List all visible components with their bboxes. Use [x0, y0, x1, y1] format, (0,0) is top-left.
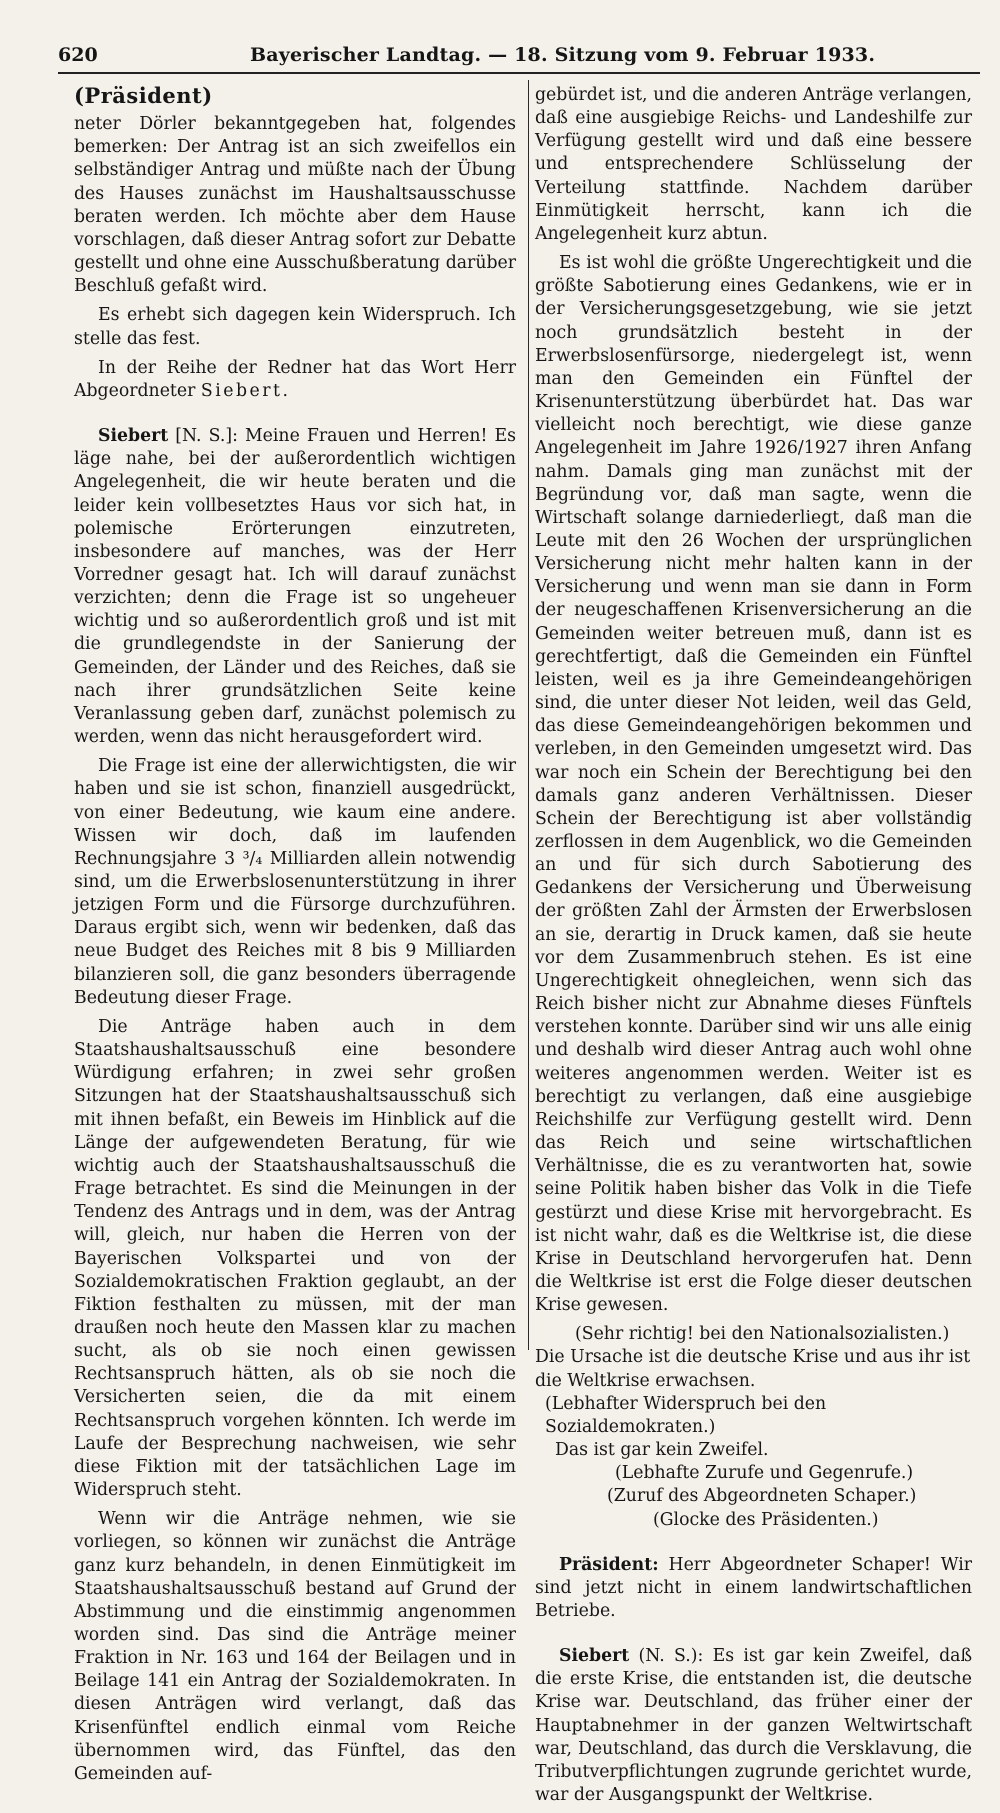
speech-text: Meine Frauen und Herren! Es läge nahe, bei der außerordentlich wichtigen Angelegenheit, die wir heute beraten und die leider kein vollbesetztes Haus vor sich hat, in polemische Erörterungen einzutreten, insbesondere auf manches, was der Herr Vorredner gesagt hat. Ich will darauf zunächst verzichten; denn die Frage ist so ungeheuer wichtig und so außerordentlich groß und ist mit die grundlegendste in der Sanierung der Gemeinden, der Länder und des Reiches, daß sie nach ihrer grundsätzlichen Seite keine Veranlassung geben darf, zunächst polemisch zu werden, wenn das nicht herausgefordert wird. — [74, 426, 517, 748]
interjection: (Sehr richtig! bei den Nationalsozialisten.) — [575, 1324, 950, 1345]
paragraph: neter Dörler bekanntgegeben hat, folgendes bemerken: Der Antrag ist an sich zweifellos ein selbständiger Antrag und müßte nach der Übung des Hauses zunächst im Haushaltsausschusse beraten werden. Ich möchte aber dem Hause vorschlagen, daß dieser Antrag sofort zur Debatte gestellt und ohne eine Ausschußberatung darüber Beschluß gefaßt wird. — [74, 114, 516, 297]
speech-paragraph — [535, 1554, 972, 1623]
right-column — [535, 84, 972, 1813]
speaker-party: (N. S.): — [638, 1646, 704, 1667]
speech-paragraph — [535, 1645, 972, 1807]
speech-line: Das ist gar kein Zweifel. — [555, 1440, 769, 1461]
paragraph: Es ist wohl die größte Ungerechtigkeit und die größte Sabotierung eines Gedankens, wie er in der Versicherungsgesetzgebung, wie sie jetzt noch grundsätzlich besteht in der Erwerbslosenfürsorge, niedergelegt ist, wenn man den Gemeinden ein Fünftel der Krisenunterstützung überbürdet hat. Das war vielleicht noch berechtigt, wie diese ganze Angelegenheit im Jahre 1926/1927 ihren Anfang nahm. Damals ging man zunächst mit der Begründung vor, daß man sagte, wenn die Wirtschaft solange darniederliegt, daß man die Leute mit den 26 Wochen der ursprünglichen Versicherung nicht mehr halten kann in der Versicherung und wenn man sie dann in Form der neugeschaffenen Krisenversicherung an die Gemeinden weiter betreuen muß, dann ist es gerechtfertigt, daß die Gemeinden ein Fünftel leisten, weil es ja ihre Gemeindeangehörigen sind, die unter dieser Not leiden, weil das Geld, das diese Gemeindeangehörigen bekommen und verleben, in den Gemeinden umgesetzt wird. Das war noch ein Schein der Berechtigung bei den damals ganz anderen Verhältnissen. Dieser Schein der Berechtigung ist aber vollständig zerflossen in dem Augenblick, wo die Gemeinden an und für sich durch Sabotierung des Gedankens der Versicherung und Überweisung der größten Zahl der Ärmsten der Erwerbslosen an sie, derartig in Druck kamen, daß sie heute vor dem Zusammenbruch stehen. Es ist eine Ungerechtigkeit ohnegleichen, wenn sich das Reich bisher nicht zur Abnahme dieses Fünftels verstehen konnte. Darüber sind wir uns alle einig und deshalb wird dieser Antrag auch wohl ohne weiteres angenommen werden. Weiter ist es berechtigt zu verlangen, daß eine ausgiebige Reichshilfe zur Verfügung gestellt wird. Denn das Reich und seine wirtschaftlichen Verhältnisse, die es zu verantworten hat, sowie seine Politik haben bisher das Volk in die Tiefe gestürzt und diese Krise mit hervorgebracht. Es ist nicht wahr, daß es die Weltkrise ist, die diese Krise in Deutschland hervorgerufen hat. Denn die Weltkrise ist erst die Folge dieser deutschen Krise gewesen. — [535, 253, 972, 1316]
page-header — [58, 42, 980, 74]
paragraph: Es erhebt sich dagegen kein Widerspruch. Ich stelle das fest. — [74, 305, 516, 349]
interjection: (Glocke des Präsidenten.) — [653, 1509, 879, 1530]
left-column — [74, 84, 516, 1792]
speech-text: Herr Abgeordneter Schaper! Wir sind jetzt nicht in einem landwirtschaftlichen Betriebe. — [535, 1554, 972, 1621]
column-divider — [528, 80, 529, 1350]
interjection: (Zuruf des Abgeordneten Schaper.) — [607, 1486, 917, 1507]
paragraph: Wenn wir die Anträge nehmen, wie sie vorliegen, so können wir zunächst die Anträge ganz kurz behandeln, in denen Einmütigkeit im Staatshaushaltsausschuß bestand auf Grund der Abstimmung und die einstimmig angenommen worden sind. Das sind die Anträge meiner Fraktion in Nr. 163 und 164 der Beilagen und in Beilage 141 ein Antrag der Sozialdemokraten. In diesen Anträgen wird verlangt, daß das Krisenfünftel endlich einmal vom Reiche übernommen wird, das Fünftel, das den Gemeinden auf- — [74, 1509, 516, 1784]
paragraph: Die Anträge haben auch in dem Staatshaushaltsausschuß eine besondere Würdigung erfahren; in zwei sehr großen Sitzungen hat der Staatshaushaltsausschuß sich mit ihnen befaßt, ein Beweis im Hinblick auf die Länge der aufgewendeten Beratung, für wie wichtig auch der Staatshaushaltsausschuß die Frage betrachtet. Es sind die Meinungen in der Tendenz des Antrags und in dem, was der Antrag will, gleich, nur haben die Herren von der Bayerischen Volkspartei und von der Sozialdemokratischen Fraktion geglaubt, an der Fiktion festhalten zu müssen, mit der man draußen noch heute den Massen klar zu machen sucht, als ob sie noch einen gewissen Rechtsanspruch hätten, als ob sie noch die Versicherten seien, die da mit einem Rechtsanspruch vorgehen könnten. Ich werde im Laufe der Besprechung nachweisen, wie sehr diese Fiktion mit der tatsächlichen Lage im Widerspruch steht. — [74, 1016, 516, 1501]
section-heading: (Präsident) — [74, 83, 213, 108]
speaker-name: Siebert. — [200, 380, 291, 401]
page-number: 620 — [58, 44, 98, 66]
interjection: (Lebhafte Zurufe und Gegenrufe.) — [615, 1463, 914, 1484]
speech-text: Es ist gar kein Zweifel, daß die erste Krise, die entstanden ist, die deutsche Krise war. Deutschland, das früher einer der Hauptabnehmer in der ganzen Weltwirtschaft war, Deutschland, das durch die Versklavung, die Tributverpflichtungen zugrunde gerichtet wurde, war der Ausgangspunkt der Weltkrise. — [535, 1646, 972, 1806]
speaker-name: Siebert — [559, 1646, 630, 1667]
running-title: Bayerischer Landtag. — 18. Sitzung vom 9. Februar 1933. — [250, 44, 876, 66]
paragraph: Die Frage ist eine der allerwichtigsten, die wir haben und sie ist schon, finanziell ausgedrückt, von einer Bedeutung, wie kaum eine andere. Wissen wir doch, daß im laufenden Rechnungsjahre 3 ³/₄ Milliarden allein notwendig sind, um die Erwerbslosenunterstützung in ihrer jetzigen Form und die Fürsorge durchzuführen. Daraus ergibt sich, wenn wir bedenken, daß das neue Budget des Reiches mit 8 bis 9 Milliarden bilanzieren soll, die ganz besonders überragende Bedeutung dieser Frage. — [74, 756, 516, 1008]
speaker-name: Präsident: — [559, 1554, 659, 1575]
interjection: (Lebhafter Widerspruch bei den Sozialdemokraten.) — [545, 1393, 827, 1437]
speech-line: Die Ursache ist die deutsche Krise und aus ihr ist die Weltkrise erwachsen. — [535, 1347, 971, 1391]
paragraph — [74, 357, 516, 403]
speaker-name: Siebert — [98, 426, 169, 447]
paragraph-text: In der Reihe der Redner hat das Wort Herr Abgeordneter — [74, 357, 516, 401]
speaker-party: [N. S.]: — [175, 426, 238, 447]
speech-paragraph — [74, 425, 516, 749]
paragraph: gebürdet ist, und die anderen Anträge verlangen, daß eine ausgiebige Reichs- und Landeshilfe zur Verfügung gestellt wird und daß eine bessere und entsprechendere Schlüsselung der Verteilung stattfinde. Nachdem darüber Einmütigkeit herrscht, kann ich die Angelegenheit kurz abtun. — [535, 85, 972, 244]
